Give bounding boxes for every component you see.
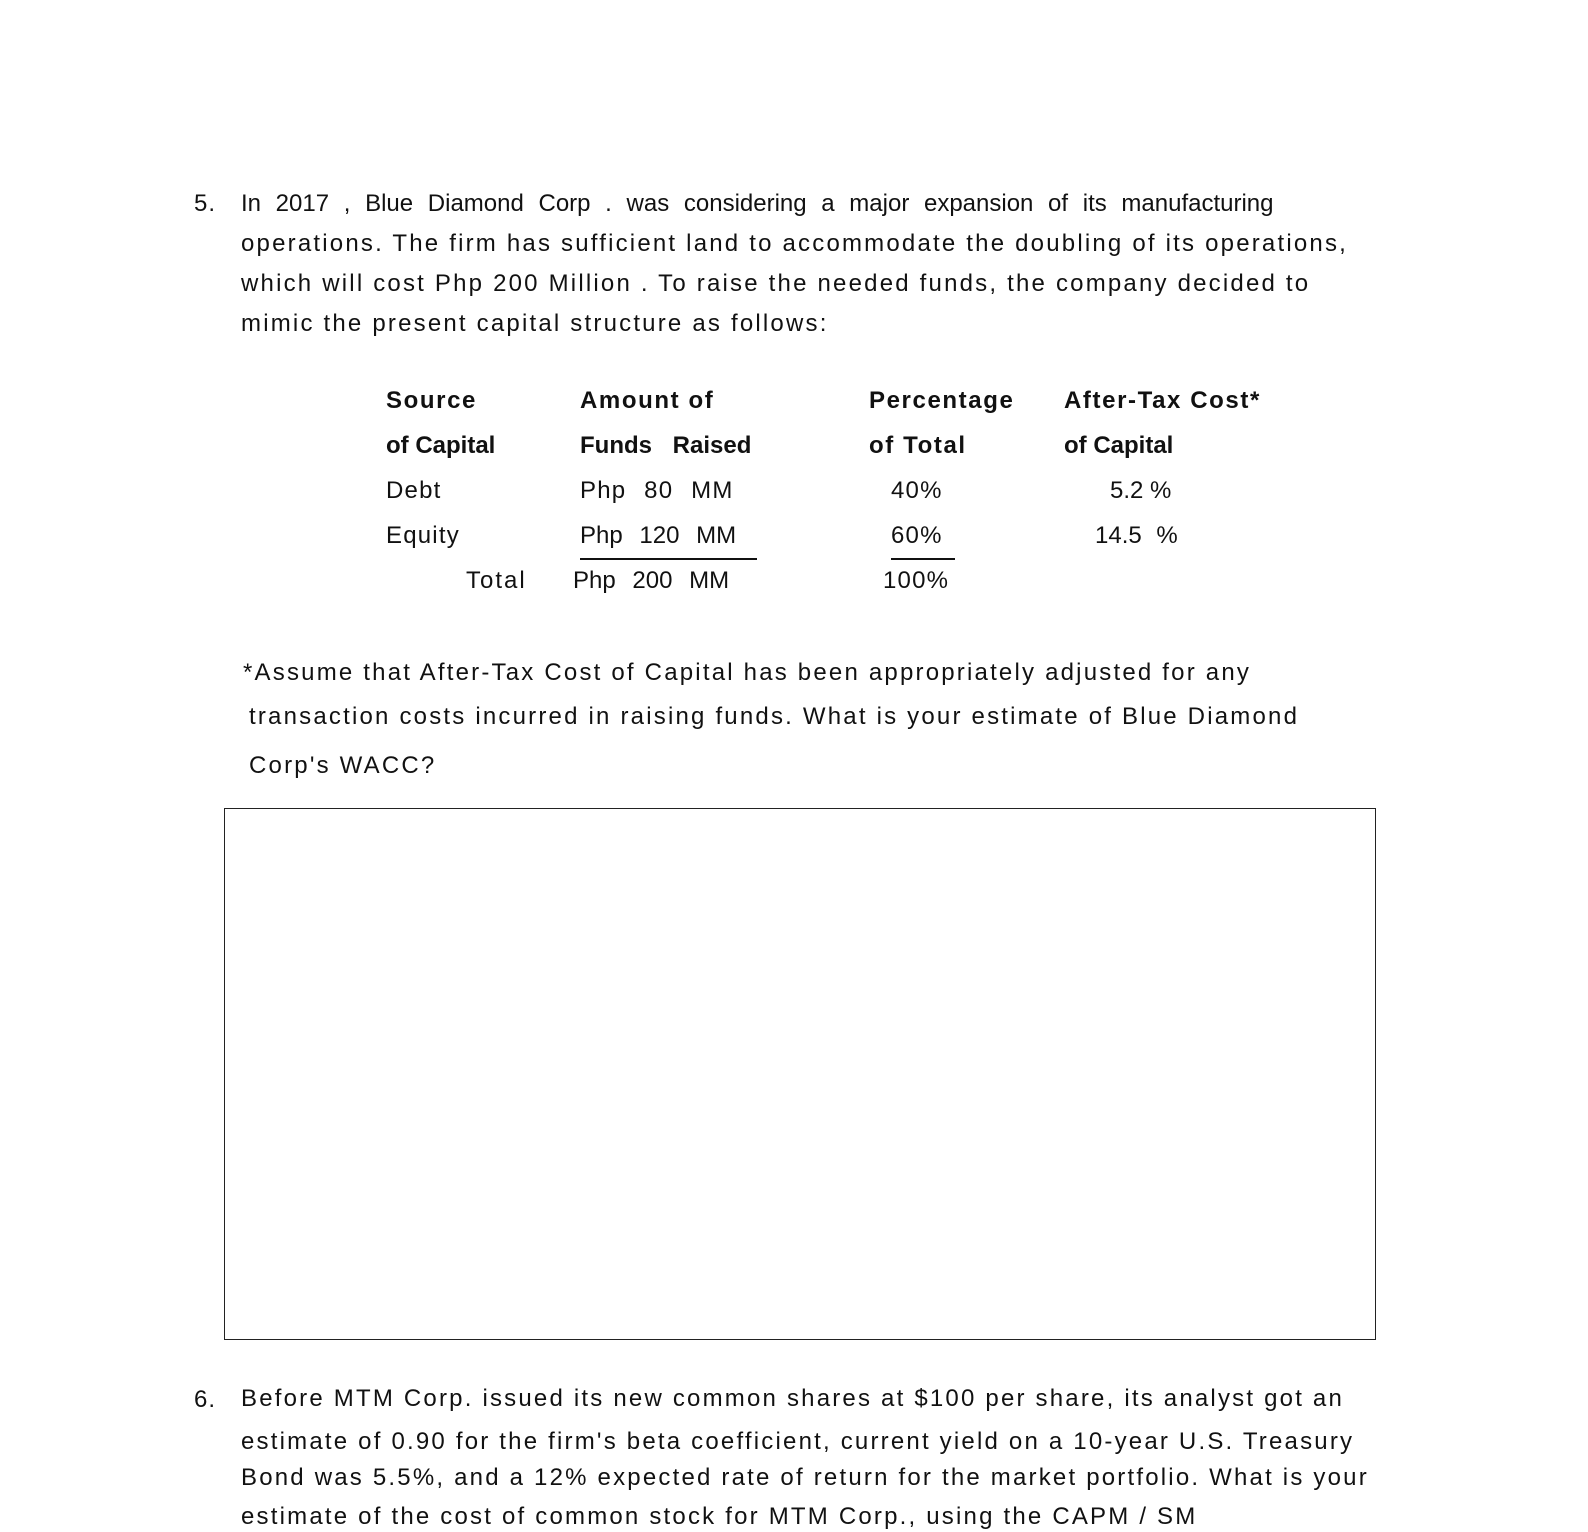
row-equity-percentage: 60%	[891, 522, 943, 549]
note-line-2: transaction costs incurred in raising funds. What is your estimate of Blue Diamond	[249, 703, 1300, 730]
question-5-line-1: In 2017 , Blue Diamond Corp . was considering a major expansion of its manufacturing	[241, 190, 1274, 217]
row-equity-source: Equity	[386, 522, 460, 549]
header-amount-line-1: Amount of	[580, 387, 715, 414]
note-line-1: *Assume that After-Tax Cost of Capital has been appropriately adjusted for any	[243, 659, 1252, 686]
header-percentage-line-1: Percentage	[869, 387, 1015, 414]
question-6-number: 6.	[194, 1386, 217, 1413]
header-percentage-line-2: of Total	[869, 432, 967, 459]
row-debt-percentage: 40%	[891, 477, 943, 504]
row-debt-cost: 5.2 %	[1110, 477, 1172, 504]
row-equity-amount: Php 120 MM	[580, 522, 737, 549]
total-label: Total	[466, 567, 527, 594]
note-line-3: Corp's WACC?	[249, 752, 437, 779]
header-source-line-1: Source	[386, 387, 477, 414]
question-5-line-3: which will cost Php 200 Million . To raise the needed funds, the company decided to	[241, 270, 1311, 297]
header-cost-line-2: of Capital	[1064, 432, 1174, 459]
header-source-line-2: of Capital	[386, 432, 496, 459]
question-5-line-2: operations. The firm has sufficient land to accommodate the doubling of its operations,	[241, 230, 1349, 257]
question-6-line-3: Bond was 5.5%, and a 12% expected rate of return for the market portfolio. What is your	[241, 1464, 1369, 1491]
header-amount-line-2: Funds Raised	[580, 432, 752, 459]
total-percentage: 100%	[883, 567, 950, 594]
question-6-line-4: estimate of the cost of common stock for MTM Corp., using the CAPM / SM	[241, 1503, 1198, 1530]
answer-box-question-5[interactable]	[224, 808, 1376, 1340]
total-amount: Php 200 MM	[573, 567, 730, 594]
amount-subtotal-rule	[580, 558, 757, 560]
percentage-subtotal-rule	[891, 558, 955, 560]
question-6-line-2: estimate of 0.90 for the firm's beta coefficient, current yield on a 10-year U.S. Treasury	[241, 1428, 1355, 1455]
row-equity-cost: 14.5 %	[1095, 522, 1178, 549]
row-debt-source: Debt	[386, 477, 442, 504]
question-6-line-1: Before MTM Corp. issued its new common shares at $100 per share, its analyst got an	[241, 1385, 1345, 1412]
header-cost-line-1: After-Tax Cost*	[1064, 387, 1261, 414]
question-5-number: 5.	[194, 190, 217, 217]
row-debt-amount: Php 80 MM	[580, 477, 734, 504]
question-5-line-4: mimic the present capital structure as follows:	[241, 310, 829, 337]
